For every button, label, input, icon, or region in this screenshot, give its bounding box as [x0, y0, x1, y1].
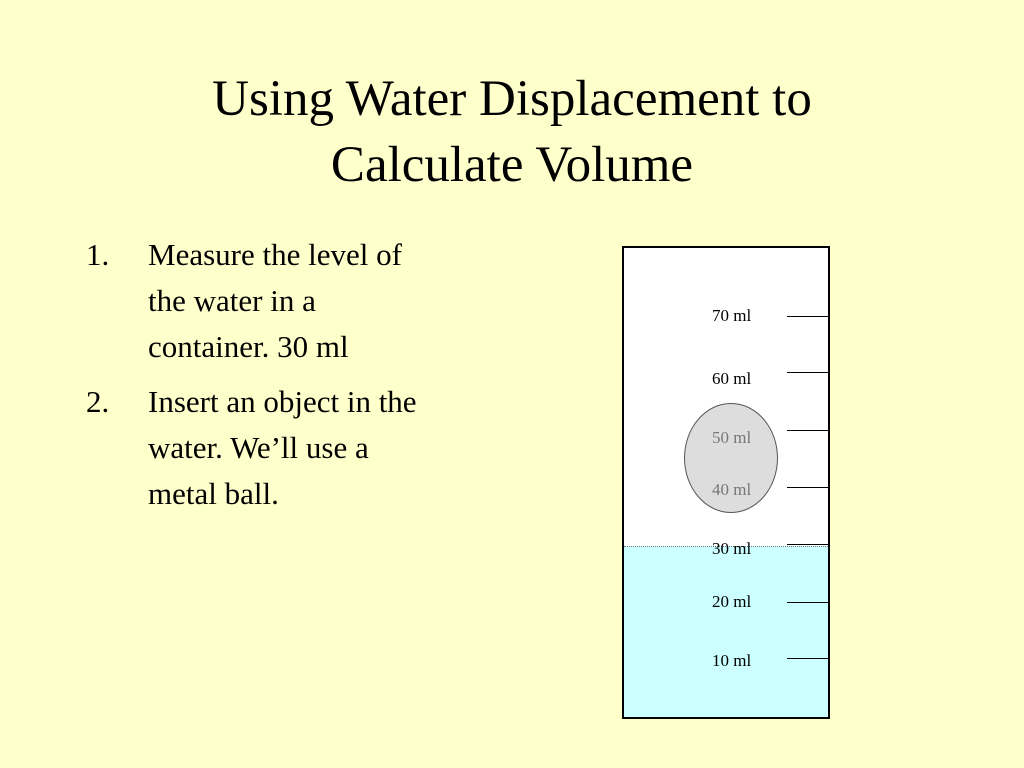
graduated-cylinder	[622, 246, 830, 719]
water-fill	[624, 546, 828, 717]
step-number: 1.	[86, 237, 110, 272]
mark-line	[787, 487, 828, 488]
mark-label: 50 ml	[712, 428, 752, 447]
mark-line	[787, 602, 828, 603]
mark-line	[787, 316, 828, 317]
step-item	[86, 232, 526, 370]
mark-line	[787, 430, 828, 431]
mark-label: 40 ml	[712, 480, 752, 499]
mark-label: 70 ml	[712, 306, 752, 325]
title-line-1: Using Water Displacement to	[212, 71, 812, 127]
steps-list	[86, 232, 526, 526]
mark-label: 30 ml	[712, 539, 752, 558]
step-text: Insert an object in the water. We’ll use a metal ball.	[148, 384, 417, 511]
step-number: 2.	[86, 384, 110, 419]
mark-line	[787, 372, 828, 373]
slide-title	[0, 66, 1024, 198]
mark-line	[787, 544, 828, 545]
mark-label: 60 ml	[712, 369, 752, 388]
step-item	[86, 379, 526, 517]
title-line-2: Calculate Volume	[330, 137, 694, 193]
mark-label: 20 ml	[712, 592, 752, 611]
mark-label: 10 ml	[712, 651, 752, 670]
step-text: Measure the level of the water in a container. 30 ml	[148, 237, 402, 364]
mark-line	[787, 658, 828, 659]
